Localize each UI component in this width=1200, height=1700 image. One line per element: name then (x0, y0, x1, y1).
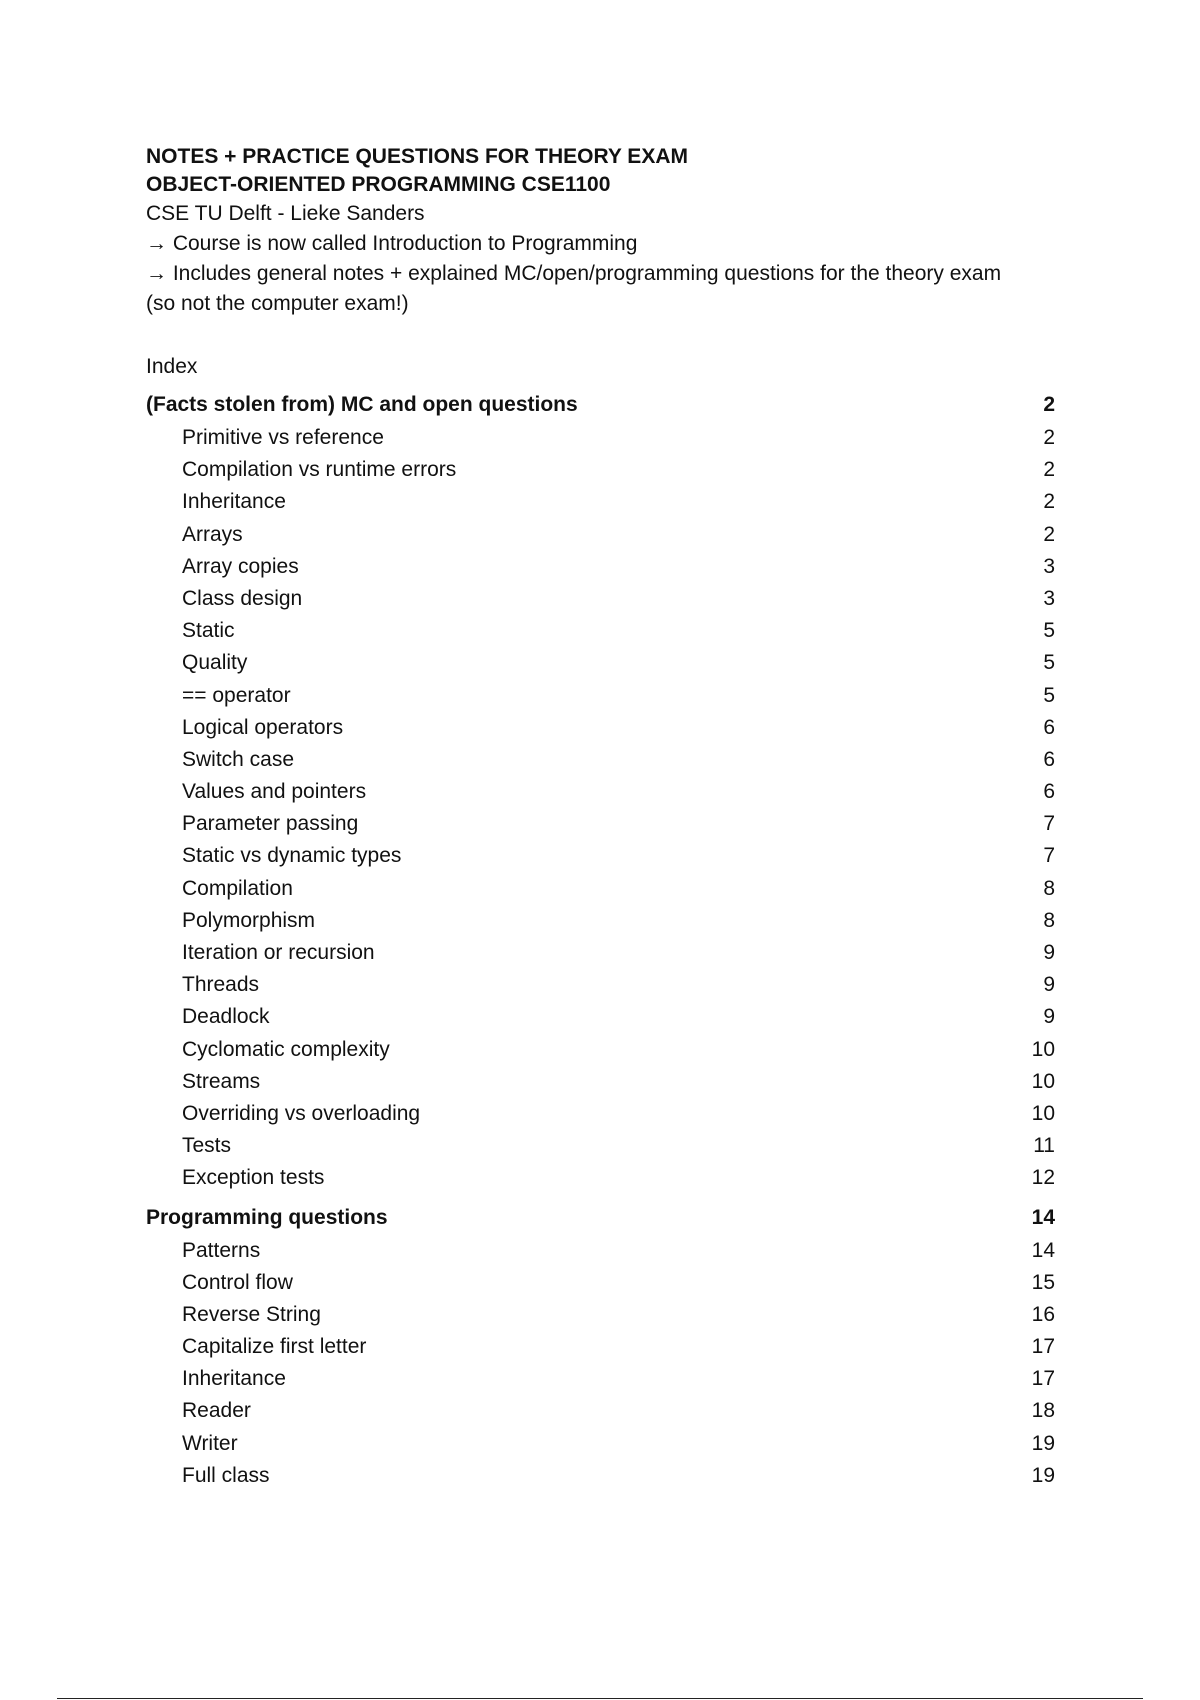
toc-entry-page-number: 3 (1043, 554, 1055, 578)
toc-section-title: (Facts stolen from) MC and open questions (146, 393, 578, 416)
toc-entry-label: Streams (182, 1069, 261, 1093)
toc-section-heading[interactable] (146, 388, 1055, 422)
toc-entry-label: Compilation vs runtime errors (182, 458, 457, 482)
toc-entry-page-number: 17 (1031, 1367, 1055, 1391)
toc-entry-label: Polymorphism (182, 908, 316, 932)
page-bottom-divider (57, 1698, 1143, 1699)
toc-entry[interactable] (146, 680, 1055, 712)
toc-entry[interactable] (146, 1235, 1055, 1267)
toc-entry[interactable] (146, 1001, 1055, 1033)
toc-entry-label: Static (182, 619, 235, 643)
toc-entry-label: Parameter passing (182, 812, 359, 836)
toc-entry-page-number: 5 (1043, 683, 1055, 707)
toc-entry[interactable] (146, 1428, 1055, 1460)
toc-entry[interactable] (146, 1162, 1055, 1194)
toc-entry[interactable] (146, 840, 1055, 872)
toc-entry-label: Quality (182, 651, 248, 675)
toc-entry[interactable] (146, 1034, 1055, 1066)
toc-entry[interactable] (146, 615, 1055, 647)
index-heading: Index (146, 355, 198, 378)
toc-entry-label: Inheritance (182, 490, 286, 514)
toc-entry-label: Values and pointers (182, 780, 367, 804)
toc-entry-label: Tests (182, 1134, 232, 1158)
toc-entry-label: Reader (182, 1399, 251, 1423)
toc-entry-label: Patterns (182, 1238, 261, 1262)
toc-entry-page-number: 2 (1043, 490, 1055, 514)
toc-entry[interactable] (146, 1299, 1055, 1331)
toc-entry[interactable] (146, 1395, 1055, 1427)
toc-entry[interactable] (146, 1363, 1055, 1395)
author-line: CSE TU Delft - Lieke Sanders (146, 202, 425, 225)
toc-entry[interactable] (146, 422, 1055, 454)
toc-entry-page-number: 9 (1043, 1005, 1055, 1029)
table-of-contents (146, 388, 1055, 1492)
toc-entry-label: Compilation (182, 876, 293, 900)
toc-entry[interactable] (146, 1267, 1055, 1299)
toc-entry-label: Writer (182, 1431, 238, 1455)
toc-section-page-number: 14 (1031, 1205, 1055, 1229)
contents-note: → Includes general notes + explained MC/open/programming questions for the theory exam (146, 262, 1002, 285)
toc-entry-label: Threads (182, 973, 260, 997)
toc-entry-page-number: 14 (1031, 1238, 1055, 1262)
toc-entry-page-number: 2 (1043, 458, 1055, 482)
document-title-line-1: NOTES + PRACTICE QUESTIONS FOR THEORY EXAM (146, 145, 688, 168)
toc-entry-page-number: 10 (1031, 1037, 1055, 1061)
toc-entry-page-number: 9 (1043, 941, 1055, 964)
toc-entry[interactable] (146, 1130, 1055, 1162)
toc-entry[interactable] (146, 808, 1055, 840)
toc-entry-page-number: 6 (1043, 747, 1055, 771)
toc-entry-label: Full class (182, 1463, 270, 1487)
toc-entry[interactable] (146, 647, 1055, 679)
toc-entry-page-number: 19 (1031, 1463, 1055, 1487)
toc-entry-label: Primitive vs reference (182, 426, 384, 449)
toc-entry-page-number: 18 (1031, 1399, 1055, 1423)
toc-entry-page-number: 7 (1043, 812, 1055, 836)
toc-entry-label: Arrays (182, 522, 243, 546)
toc-entry-label: Static vs dynamic types (182, 844, 402, 868)
toc-entry[interactable] (146, 1331, 1055, 1363)
course-name-note: → Course is now called Introduction to Programming (146, 232, 638, 255)
toc-entry-label: == operator (182, 683, 291, 707)
toc-entry[interactable] (146, 551, 1055, 583)
toc-entry-page-number: 19 (1031, 1431, 1055, 1455)
toc-entry-label: Cyclomatic complexity (182, 1037, 390, 1061)
toc-entry-page-number: 11 (1033, 1134, 1055, 1158)
document-title-line-2: OBJECT-ORIENTED PROGRAMMING CSE1100 (146, 173, 611, 196)
toc-entry-page-number: 2 (1043, 522, 1055, 546)
toc-entry-page-number: 5 (1043, 619, 1055, 643)
toc-entry-page-number: 10 (1031, 1069, 1055, 1093)
toc-section (146, 388, 1055, 1195)
toc-entry-page-number: 8 (1043, 876, 1055, 900)
toc-entry-label: Inheritance (182, 1367, 286, 1391)
toc-entry[interactable] (146, 1460, 1055, 1492)
toc-entry[interactable] (146, 905, 1055, 937)
toc-entry-label: Deadlock (182, 1005, 270, 1029)
toc-section-page-number: 2 (1043, 393, 1055, 416)
toc-entry-page-number: 17 (1031, 1335, 1055, 1359)
toc-entry-label: Iteration or recursion (182, 941, 375, 964)
toc-entry-page-number: 7 (1043, 844, 1055, 868)
toc-entry-label: Class design (182, 586, 303, 610)
toc-entry-label: Reverse String (182, 1302, 321, 1326)
toc-entry[interactable] (146, 969, 1055, 1001)
toc-entry[interactable] (146, 776, 1055, 808)
toc-entry[interactable] (146, 454, 1055, 486)
toc-entry-label: Switch case (182, 747, 295, 771)
toc-entry[interactable] (146, 744, 1055, 776)
toc-entry-page-number: 6 (1043, 715, 1055, 739)
toc-entry[interactable] (146, 937, 1055, 969)
toc-entry-page-number: 5 (1043, 651, 1055, 675)
toc-entry[interactable] (146, 1098, 1055, 1130)
toc-entry-page-number: 10 (1031, 1101, 1055, 1125)
document-page (146, 143, 1055, 1498)
toc-section-title: Programming questions (146, 1205, 388, 1229)
toc-entry-label: Logical operators (182, 715, 344, 739)
toc-entry-label: Capitalize first letter (182, 1335, 367, 1359)
toc-entry[interactable] (146, 873, 1055, 905)
toc-entry[interactable] (146, 486, 1055, 518)
toc-section (146, 1201, 1055, 1493)
toc-entry-page-number: 9 (1043, 973, 1055, 997)
toc-entry-page-number: 16 (1031, 1302, 1055, 1326)
toc-section-heading[interactable] (146, 1201, 1055, 1235)
toc-entry-page-number: 12 (1031, 1166, 1055, 1190)
toc-entry-label: Array copies (182, 554, 299, 578)
toc-entry-page-number: 3 (1043, 586, 1055, 610)
toc-entry-page-number: 6 (1043, 780, 1055, 804)
toc-entry-page-number: 8 (1043, 908, 1055, 932)
contents-note-continued: (so not the computer exam!) (146, 292, 409, 315)
toc-entry-label: Exception tests (182, 1166, 325, 1190)
toc-entry-label: Control flow (182, 1270, 293, 1294)
toc-entry[interactable] (146, 583, 1055, 615)
toc-entry-page-number: 15 (1031, 1270, 1055, 1294)
toc-entry[interactable] (146, 1066, 1055, 1098)
toc-entry-label: Overriding vs overloading (182, 1101, 421, 1125)
toc-entry[interactable] (146, 712, 1055, 744)
toc-entry[interactable] (146, 519, 1055, 551)
toc-entry-page-number: 2 (1043, 426, 1055, 449)
